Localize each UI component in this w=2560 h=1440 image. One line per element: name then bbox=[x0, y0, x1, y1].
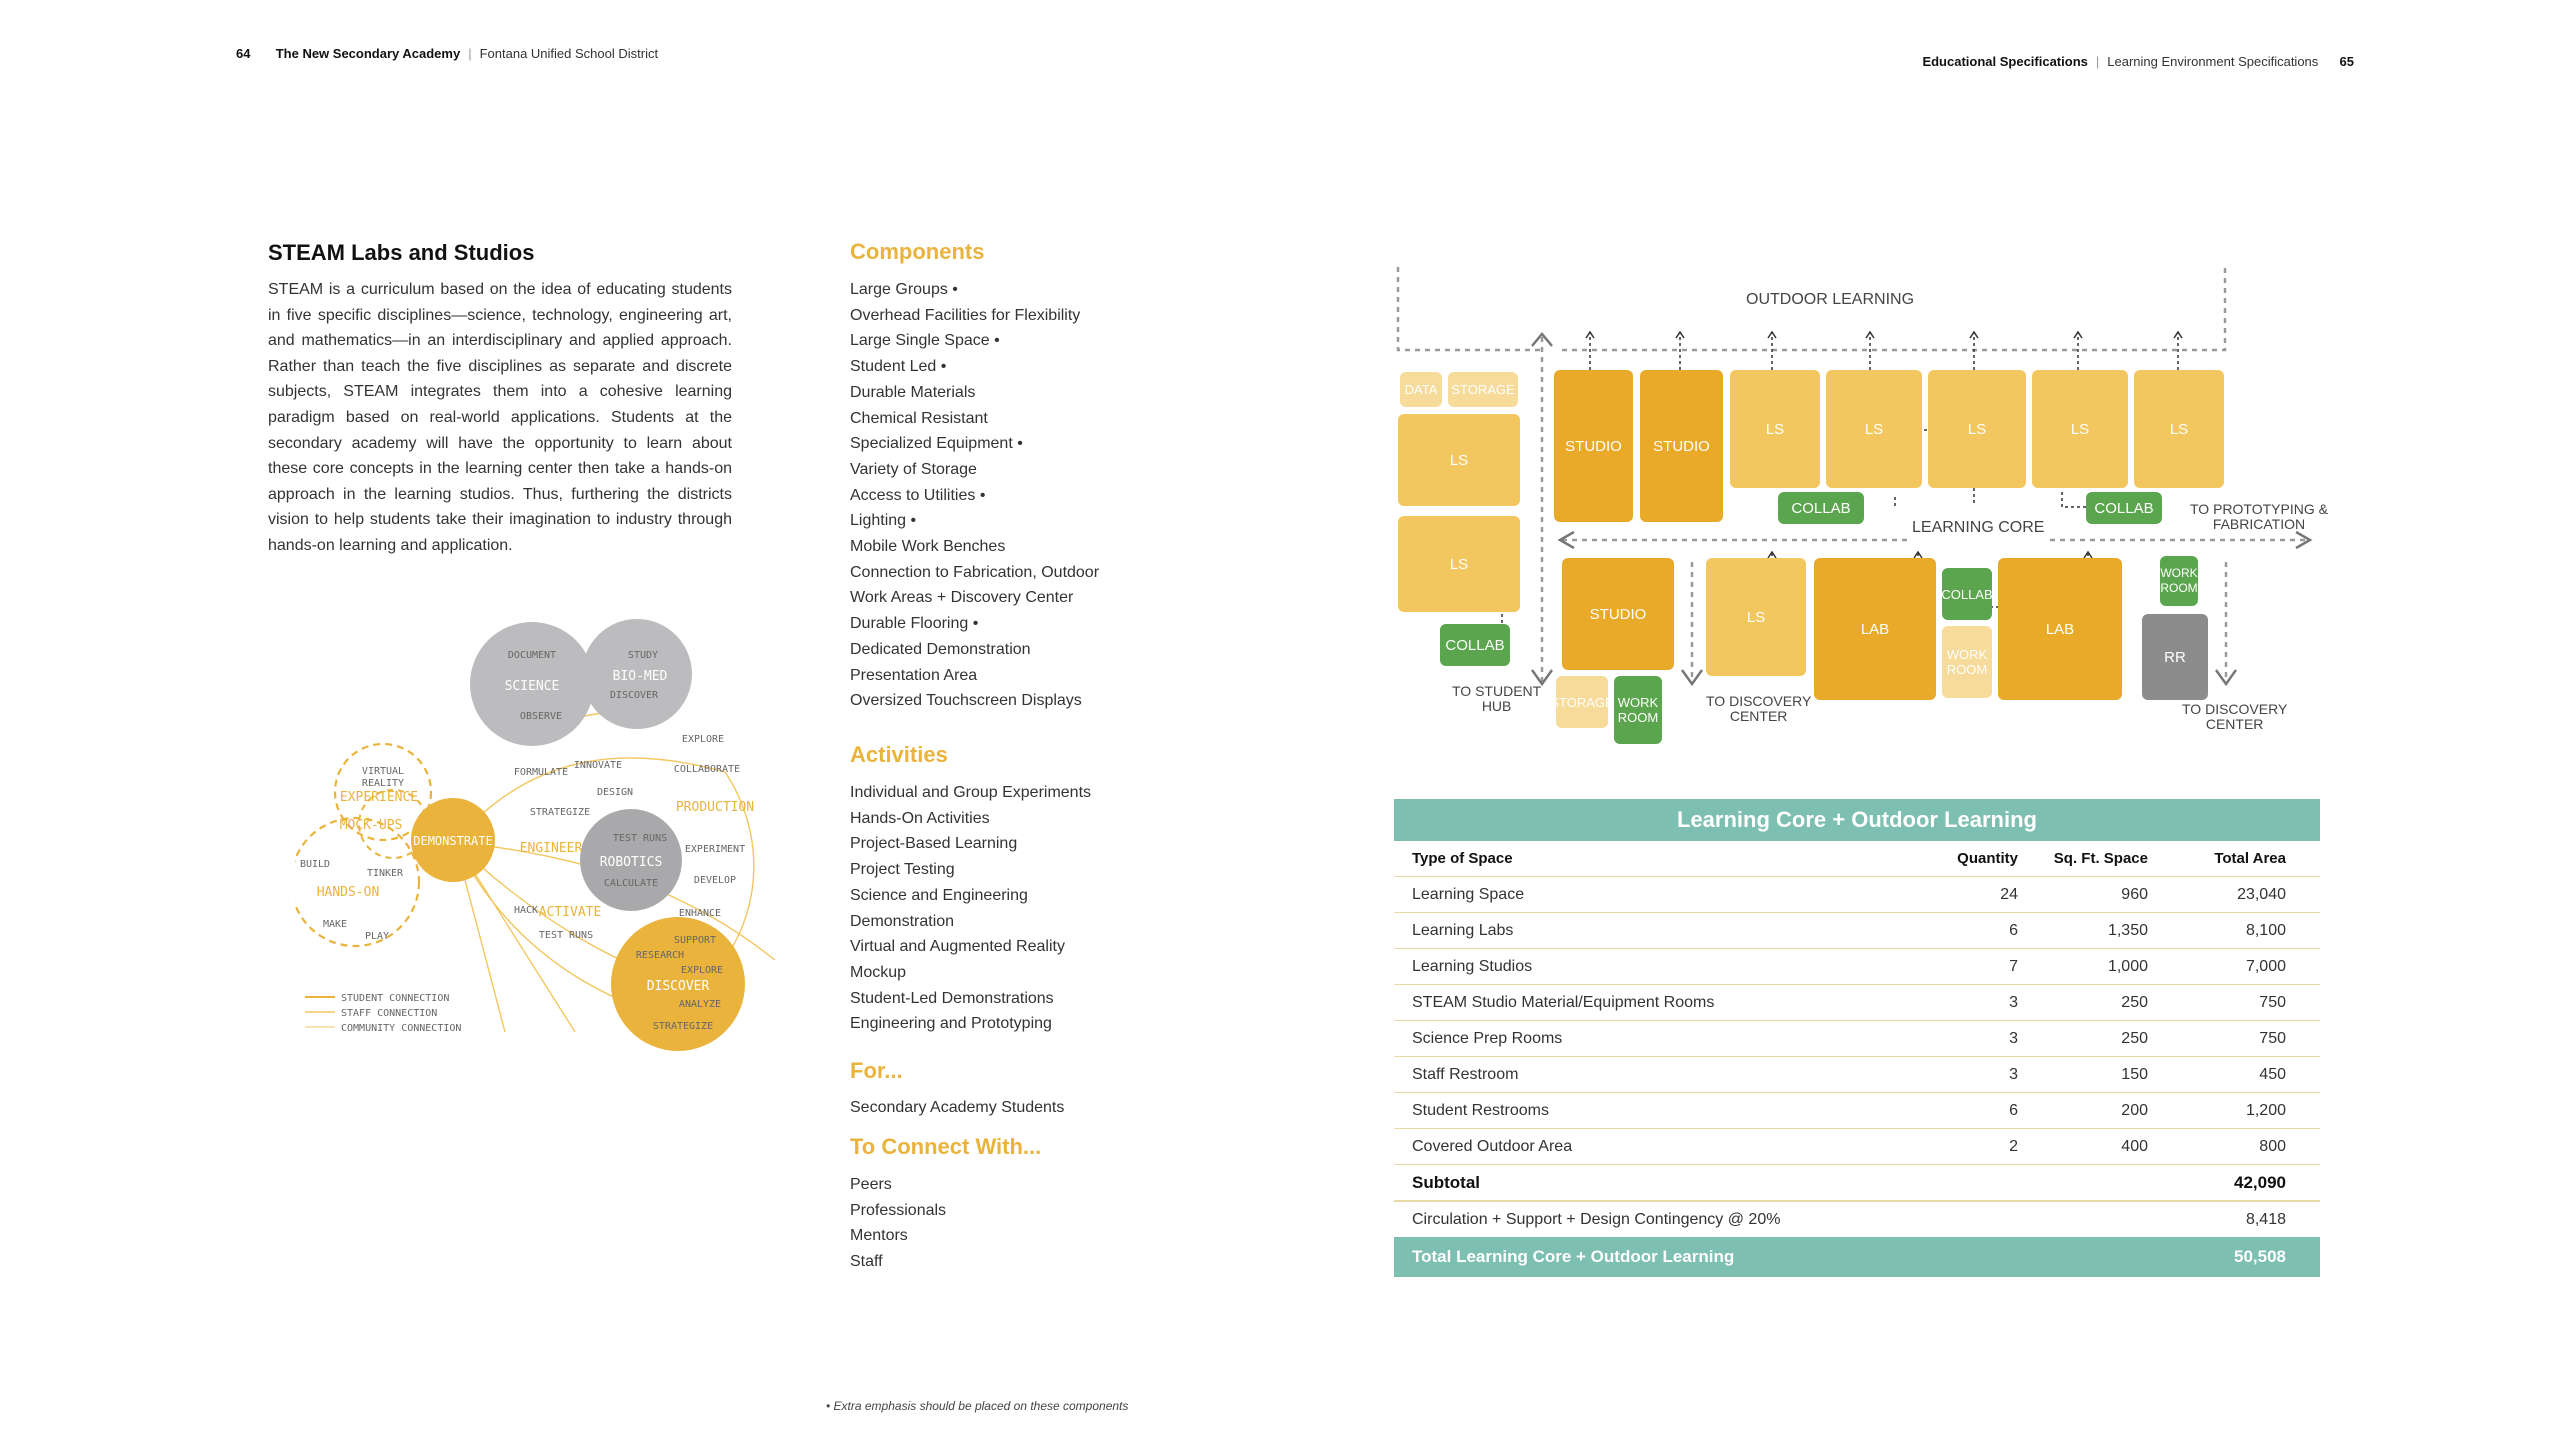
collab-small: COLLAB bbox=[1942, 568, 1992, 620]
studio-room-2: STUDIO bbox=[1640, 370, 1723, 522]
list-item: Overhead Facilities for Flexibility bbox=[850, 306, 1081, 324]
word-tinker: TINKER bbox=[366, 868, 404, 879]
discover-label: DISCOVER bbox=[646, 979, 710, 994]
word-observe: OBSERVE bbox=[519, 711, 563, 722]
cell-total: 7,000 bbox=[2245, 957, 2286, 975]
ls-room-left-1: LS bbox=[1398, 414, 1520, 506]
list-item: Project Testing bbox=[850, 861, 955, 879]
cell-quantity: 6 bbox=[2009, 1101, 2018, 1119]
list-item: Mobile Work Benches bbox=[850, 538, 1006, 556]
cell-type: Staff Restroom bbox=[1412, 1065, 1519, 1083]
table-row bbox=[1394, 1021, 2320, 1057]
header-right: Educational Specifications | Learning Environment Specifications 65 bbox=[1922, 54, 2354, 69]
list-item: Student Led • bbox=[850, 358, 947, 376]
word-play: PLAY bbox=[364, 931, 390, 942]
connect-title: To Connect With... bbox=[850, 1134, 1042, 1159]
bio-med-label: BIO-MED bbox=[612, 669, 668, 684]
col-total: Total Area bbox=[2214, 850, 2286, 867]
floor-plan-diagram bbox=[1390, 262, 2330, 752]
list-item: Peers bbox=[850, 1176, 892, 1193]
list-item: Chemical Resistant bbox=[850, 409, 988, 427]
page-number-right: 65 bbox=[2339, 54, 2354, 69]
cell-quantity: 7 bbox=[2009, 957, 2018, 975]
steam-body: STEAM is a curriculum based on the idea of educating students in five specific disciplines—science, technology, engineering art, and mathematics—in an interdisciplinary and applied approach. Rather than teach the five disciplines as separate and discrete subjects, STEAM integrates them into a cohesive learning paradigm based on real-world applications. Students at the secondary academy will have the opportunity to learn about these core concepts in the learning center then take a hands-on approach in the learning studios. Thus, furthering the districts vision to help students take their imagination to industry through hands-on learning and application. bbox=[268, 281, 732, 554]
ls-room-left-2: LS bbox=[1398, 516, 1520, 612]
work-room-small: WORK ROOM bbox=[2160, 556, 2198, 606]
collab-top-1: COLLAB bbox=[1778, 492, 1864, 524]
word-hack: HACK bbox=[513, 905, 539, 916]
cell-type: Learning Space bbox=[1412, 885, 1525, 903]
cell-quantity: 3 bbox=[2009, 993, 2018, 1011]
word-calculate: CALCULATE bbox=[603, 878, 659, 889]
section-name: Educational Specifications bbox=[1922, 54, 2088, 69]
total-label: Total Learning Core + Outdoor Learning bbox=[1412, 1247, 1735, 1266]
word-enhance: ENHANCE bbox=[678, 908, 722, 919]
cell-type: Science Prep Rooms bbox=[1412, 1029, 1563, 1047]
cell-total: 800 bbox=[2259, 1137, 2286, 1155]
list-item: Staff bbox=[850, 1253, 883, 1271]
cell-type: Learning Studios bbox=[1412, 957, 1533, 975]
list-item: Lighting • bbox=[850, 512, 917, 530]
word-hands-on: HANDS-ON bbox=[316, 885, 380, 900]
lab-room-1: LAB bbox=[1814, 558, 1936, 700]
word-reality: REALITY bbox=[361, 778, 405, 789]
science-label: SCIENCE bbox=[504, 679, 560, 694]
table-row bbox=[1394, 949, 2320, 985]
table-row bbox=[1394, 985, 2320, 1021]
total-value: 50,508 bbox=[2234, 1247, 2286, 1266]
district-name: Fontana Unified School District bbox=[479, 46, 659, 61]
list-item: Project-Based Learning bbox=[850, 835, 1018, 853]
components-title: Components bbox=[850, 239, 985, 264]
cell-total: 1,200 bbox=[2245, 1101, 2286, 1119]
list-item: Variety of Storage bbox=[850, 460, 977, 478]
table-row bbox=[1394, 877, 2320, 913]
connect-list bbox=[850, 1172, 946, 1275]
subtotal-value: 42,090 bbox=[2234, 1172, 2286, 1192]
cell-total: 23,040 bbox=[2237, 885, 2286, 903]
studio-room-1: STUDIO bbox=[1554, 370, 1633, 522]
robotics-label: ROBOTICS bbox=[599, 855, 663, 870]
to-prototyping-label: TO PROTOTYPING & FABRICATION bbox=[2190, 501, 2328, 532]
word-develop: DEVELOP bbox=[693, 875, 737, 886]
ls-room-top-1: LS bbox=[1730, 370, 1820, 488]
lab-room-2: LAB bbox=[1998, 558, 2122, 700]
word-engineer: ENGINEER bbox=[519, 841, 583, 856]
col-type: Type of Space bbox=[1412, 850, 1513, 867]
cell-total: 450 bbox=[2259, 1065, 2286, 1083]
cell-type: Learning Labs bbox=[1412, 921, 1514, 939]
cell-sqft: 400 bbox=[2121, 1137, 2148, 1155]
cell-sqft: 1,000 bbox=[2107, 957, 2148, 975]
to-discovery-center-label-1: TO DISCOVERY CENTER bbox=[1706, 693, 1812, 724]
subtotal-row bbox=[1394, 1165, 2320, 1202]
subsection-name: Learning Environment Specifications bbox=[2107, 54, 2319, 69]
word-innovate: INNOVATE bbox=[573, 760, 623, 771]
list-item: Large Single Space • bbox=[850, 332, 1000, 350]
work-room-green: WORK ROOM bbox=[1614, 676, 1662, 744]
table-header-row bbox=[1394, 841, 2320, 877]
list-item: Student-Led Demonstrations bbox=[850, 989, 1054, 1007]
demonstrate-label: DEMONSTRATE bbox=[413, 834, 493, 848]
word-experience: EXPERIENCE bbox=[339, 790, 419, 805]
list-item: Dedicated Demonstration bbox=[850, 640, 1031, 658]
space-table bbox=[1394, 799, 2320, 1277]
collab-top-2: COLLAB bbox=[2086, 492, 2162, 524]
list-item: Access to Utilities • bbox=[850, 486, 986, 504]
activities-list bbox=[850, 780, 1091, 1037]
hands-on-circle bbox=[295, 818, 419, 946]
word-build: BUILD bbox=[299, 859, 331, 870]
cell-quantity: 3 bbox=[2009, 1065, 2018, 1083]
cell-quantity: 6 bbox=[2009, 921, 2018, 939]
list-item: Individual and Group Experiments bbox=[850, 784, 1092, 801]
list-item: Mockup bbox=[850, 963, 907, 981]
word-make: MAKE bbox=[322, 919, 348, 930]
word-discover-small: DISCOVER bbox=[609, 690, 659, 701]
components-list bbox=[850, 277, 1099, 714]
diagram-legend bbox=[305, 993, 461, 1034]
cell-total: 8,100 bbox=[2245, 921, 2286, 939]
header-left: 64 The New Secondary Academy | Fontana Unified School District bbox=[236, 46, 659, 61]
col-quantity: Quantity bbox=[1957, 850, 2018, 867]
cell-sqft: 1,350 bbox=[2107, 921, 2148, 939]
circulation-value: 8,418 bbox=[2245, 1210, 2286, 1228]
cell-sqft: 960 bbox=[2121, 885, 2148, 903]
list-item: Engineering and Prototyping bbox=[850, 1015, 1052, 1033]
to-discovery-center-label-2: TO DISCOVERY CENTER bbox=[2182, 701, 2288, 732]
legend-student: STUDENT CONNECTION bbox=[341, 993, 450, 1004]
cell-sqft: 150 bbox=[2121, 1065, 2148, 1083]
word-strategize-2: STRATEGIZE bbox=[652, 1021, 714, 1032]
word-design: DESIGN bbox=[596, 787, 634, 798]
word-research: RESEARCH bbox=[635, 950, 685, 961]
word-analyze: ANALYZE bbox=[678, 999, 722, 1010]
restroom: RR bbox=[2142, 614, 2208, 700]
to-student-hub-label: TO STUDENT HUB bbox=[1452, 683, 1542, 714]
legend-community: COMMUNITY CONNECTION bbox=[341, 1023, 462, 1034]
list-item: Work Areas + Discovery Center bbox=[850, 589, 1074, 607]
word-virtual: VIRTUAL bbox=[361, 766, 405, 777]
activities-title: Activities bbox=[850, 742, 948, 767]
cell-quantity: 3 bbox=[2009, 1029, 2018, 1047]
word-production: PRODUCTION bbox=[675, 800, 755, 815]
steam-title: STEAM Labs and Studios bbox=[268, 240, 535, 265]
word-explore: EXPLORE bbox=[681, 734, 725, 745]
list-item: Science and Engineering bbox=[850, 886, 1028, 904]
col-sqft: Sq. Ft. Space bbox=[2053, 850, 2148, 867]
cell-total: 750 bbox=[2259, 1029, 2286, 1047]
legend-staff: STAFF CONNECTION bbox=[341, 1008, 438, 1019]
document-title: The New Secondary Academy bbox=[275, 46, 461, 61]
word-test-runs-2: TEST RUNS bbox=[538, 930, 594, 941]
circulation-label: Circulation + Support + Design Contingency @ 20% bbox=[1412, 1210, 1781, 1228]
ls-room-bottom: LS bbox=[1706, 558, 1806, 676]
word-mock-ups: MOCK-UPS bbox=[339, 818, 403, 833]
cell-sqft: 200 bbox=[2121, 1101, 2148, 1119]
list-item: Secondary Academy Students bbox=[850, 1099, 1065, 1116]
cell-sqft: 250 bbox=[2121, 993, 2148, 1011]
ls-room-top-5: LS bbox=[2134, 370, 2224, 488]
word-strategize: STRATEGIZE bbox=[529, 807, 591, 818]
word-collaborate: COLLABORATE bbox=[673, 764, 741, 775]
table-row bbox=[1394, 1093, 2320, 1129]
table-title: Learning Core + Outdoor Learning bbox=[1394, 799, 2320, 841]
total-row bbox=[1394, 1237, 2320, 1277]
collab-left: COLLAB bbox=[1440, 624, 1510, 666]
word-explore-2: EXPLORE bbox=[680, 965, 724, 976]
list-item: Demonstration bbox=[850, 912, 955, 930]
page-number-left: 64 bbox=[236, 46, 251, 61]
word-activate: ACTIVATE bbox=[538, 905, 602, 920]
cell-type: Covered Outdoor Area bbox=[1412, 1137, 1573, 1155]
cell-total: 750 bbox=[2259, 993, 2286, 1011]
ls-room-top-4: LS bbox=[2032, 370, 2128, 488]
list-item: Durable Flooring • bbox=[850, 615, 979, 633]
table-row bbox=[1394, 1057, 2320, 1093]
word-formulate: FORMULATE bbox=[513, 767, 569, 778]
subtotal-label: Subtotal bbox=[1412, 1172, 1480, 1192]
list-item: Professionals bbox=[850, 1201, 947, 1219]
ls-room-top-2: LS bbox=[1826, 370, 1922, 488]
list-item: Presentation Area bbox=[850, 666, 978, 684]
word-experiment: EXPERIMENT bbox=[684, 844, 746, 855]
word-test-runs: TEST RUNS bbox=[612, 833, 668, 844]
list-item: Specialized Equipment • bbox=[850, 435, 1023, 453]
storage-room-top: STORAGE bbox=[1448, 372, 1518, 407]
cell-quantity: 2 bbox=[2009, 1137, 2018, 1155]
data-room: DATA bbox=[1400, 372, 1442, 407]
list-item: Hands-On Activities bbox=[850, 809, 990, 827]
word-document: DOCUMENT bbox=[507, 650, 557, 661]
cell-sqft: 250 bbox=[2121, 1029, 2148, 1047]
table-row bbox=[1394, 1129, 2320, 1165]
cell-type: Student Restrooms bbox=[1412, 1101, 1549, 1119]
list-item: Large Groups • bbox=[850, 281, 958, 298]
circulation-row bbox=[1394, 1202, 2320, 1237]
work-room-yellow: WORK ROOM bbox=[1942, 626, 1992, 698]
storage-room-bottom: STORAGE bbox=[1556, 676, 1608, 728]
list-item: Oversized Touchscreen Displays bbox=[850, 692, 1082, 710]
learning-core-label: LEARNING CORE bbox=[1912, 519, 2045, 536]
word-support: SUPPORT bbox=[673, 935, 717, 946]
for-title: For... bbox=[850, 1058, 903, 1083]
cell-type: STEAM Studio Material/Equipment Rooms bbox=[1412, 993, 1715, 1011]
outdoor-learning-label: OUTDOOR LEARNING bbox=[1746, 291, 1915, 308]
list-item: Connection to Fabrication, Outdoor bbox=[850, 563, 1100, 581]
for-list bbox=[850, 1095, 1064, 1121]
steam-concept-diagram bbox=[295, 612, 795, 1062]
table-row bbox=[1394, 913, 2320, 949]
ls-room-top-3: LS bbox=[1928, 370, 2026, 488]
footnote: • Extra emphasis should be placed on these components bbox=[826, 1399, 1129, 1413]
cell-quantity: 24 bbox=[2000, 885, 2018, 903]
list-item: Virtual and Augmented Reality bbox=[850, 938, 1065, 956]
studio-room-3: STUDIO bbox=[1562, 558, 1674, 670]
list-item: Durable Materials bbox=[850, 383, 976, 401]
word-study: STUDY bbox=[627, 650, 659, 661]
list-item: Mentors bbox=[850, 1227, 908, 1245]
